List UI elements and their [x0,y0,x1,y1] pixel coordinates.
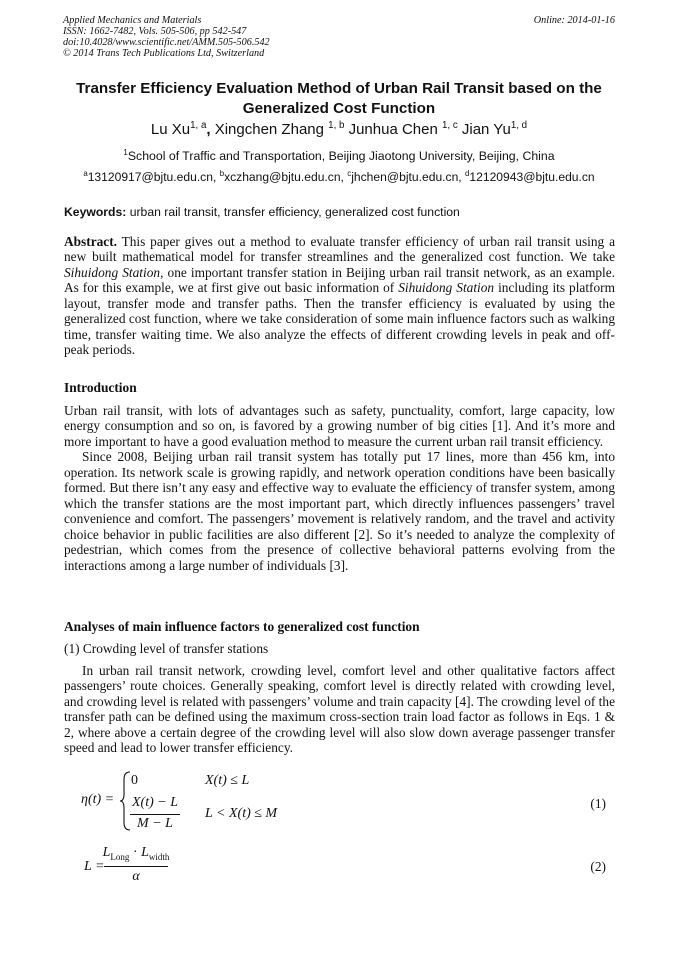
issn: ISSN: 1662-7482, Vols. 505-506, pp 542-547 [63,26,247,37]
doi: doi:10.4028/www.scientific.net/AMM.505-506.542 [63,37,270,48]
author: Jian Yu$^{1, d}$ [461,120,528,138]
equation-number: (2) [590,859,606,874]
paragraph: Urban rail transit, with lots of advantages such as safety, punctuality, comfort, large capacity, low energy consumption and so on, is favored by a growing number of big cities [1]. And it’s more and more important to have a good evaluation method to measure the current urban rail transit efficiency. [64,403,615,449]
online-date: Online: 2014-01-16 [533,15,615,26]
journal-name: Applied Mechanics and Materials [63,15,202,26]
eq1-case2-denominator: M − L [137,816,173,831]
subsection-heading: (1) Crowding level of transfer stations [64,641,269,656]
author-list [60,121,618,138]
eq1-case2-condition: L < X(t) ≤ M [205,806,278,821]
eq1-case1-value: 0 [131,773,138,788]
analyses-text [64,663,615,756]
author: Xingchen Zhang $^{1, b}$ [214,120,345,138]
section-heading-analyses: Analyses of main influence factors to generalized cost function [64,619,420,634]
eq2-denominator: α [132,869,140,884]
copyright: © 2014 Trans Tech Publications Ltd, Switzerland [63,48,265,59]
journal-header [63,15,270,59]
author: Junhua Chen $^{1, c}$ [348,120,458,138]
eq2-lhs: L = [84,859,105,874]
equation-number: (1) [590,796,606,811]
author: Lu Xu$^{1, a}$, [150,120,215,138]
paper-title: Transfer Efficiency Evaluation Method of Urban Rail Transit based on the Generalized Cost Function [76,80,602,117]
keywords: Keywords: urban rail transit, transfer efficiency, generalized cost function [64,205,460,219]
affiliation: $^1$School of Traffic and Transportation, Beijing Jiaotong University, Beijing, China [123,147,555,163]
paragraph: In urban rail transit network, crowding level, comfort level and other qualitative factors affect passengers’ route choices. Generally speaking, comfort level is directly related with crowding level, and crowding level is related with passengers’ volume and train capacity [4]. The crowding level of the transfer path can be defined using the maximum cross-section train load factor as follows in Eqs. 1 & 2, where above a certain degree of the crowding level will also slow down average passenger transfer speed and lead to lower transfer efficiency. [64,663,615,756]
eq1-case2-numerator: X(t) − L [132,795,178,810]
eq1-case1-condition: X(t) ≤ L [205,773,250,788]
abstract: Abstract. This paper gives out a method to evaluate transfer efficiency of urban rail transit using a new built mathematical model for transfer streamlines and the generalized cost function. We take Sihuidong Station, one important transfer station in Beijing urban rail transit network, as an example. As for this example, we at first give out basic information of Sihuidong Station including its platform layout, transfer mode and transfer paths. Then the transfer efficiency is evaluated by using the generalized cost function, where we take consideration of some main influence factors such as walking time, transfer waiting time. We also analyze the effects of different crowding levels in peak and off-peak periods. [64,234,616,358]
fraction-bar [104,866,168,867]
fraction-bar [130,814,180,815]
paragraph: Since 2008, Beijing urban rail transit system has totally put 17 lines, more than 456 km, into operation. Its network scale is growing rapidly, and network operation conditions have been basically formed. But there isn’t any easy and effective way to evaluate the efficiency of transfer system, among which the transfer stations are the most important part, which directly influences passengers’ travel convenience and comfort. The passengers’ movement is relatively random, and the travel and activity choice behavior in public facilities are also different [2]. So it’s needed to analyze the complexity of pedestrian, which comes from the presence of collective behavioral patterns evolving from the interactions among a large number of individuals [3]. [64,449,615,573]
introduction-text [64,403,615,573]
eq1-lhs: η(t) = [81,792,115,807]
eq2-numerator: $L_{Long} \cdot L_{width}$ [102,845,170,862]
section-heading-introduction: Introduction [64,380,137,395]
email-list: $^a$13120917@bjtu.edu.cn, $^b$xczhang@bjtu.edu.cn, $^c$jhchen@bjtu.edu.cn, $^d$12120943@bjtu.edu.cn [83,168,595,184]
